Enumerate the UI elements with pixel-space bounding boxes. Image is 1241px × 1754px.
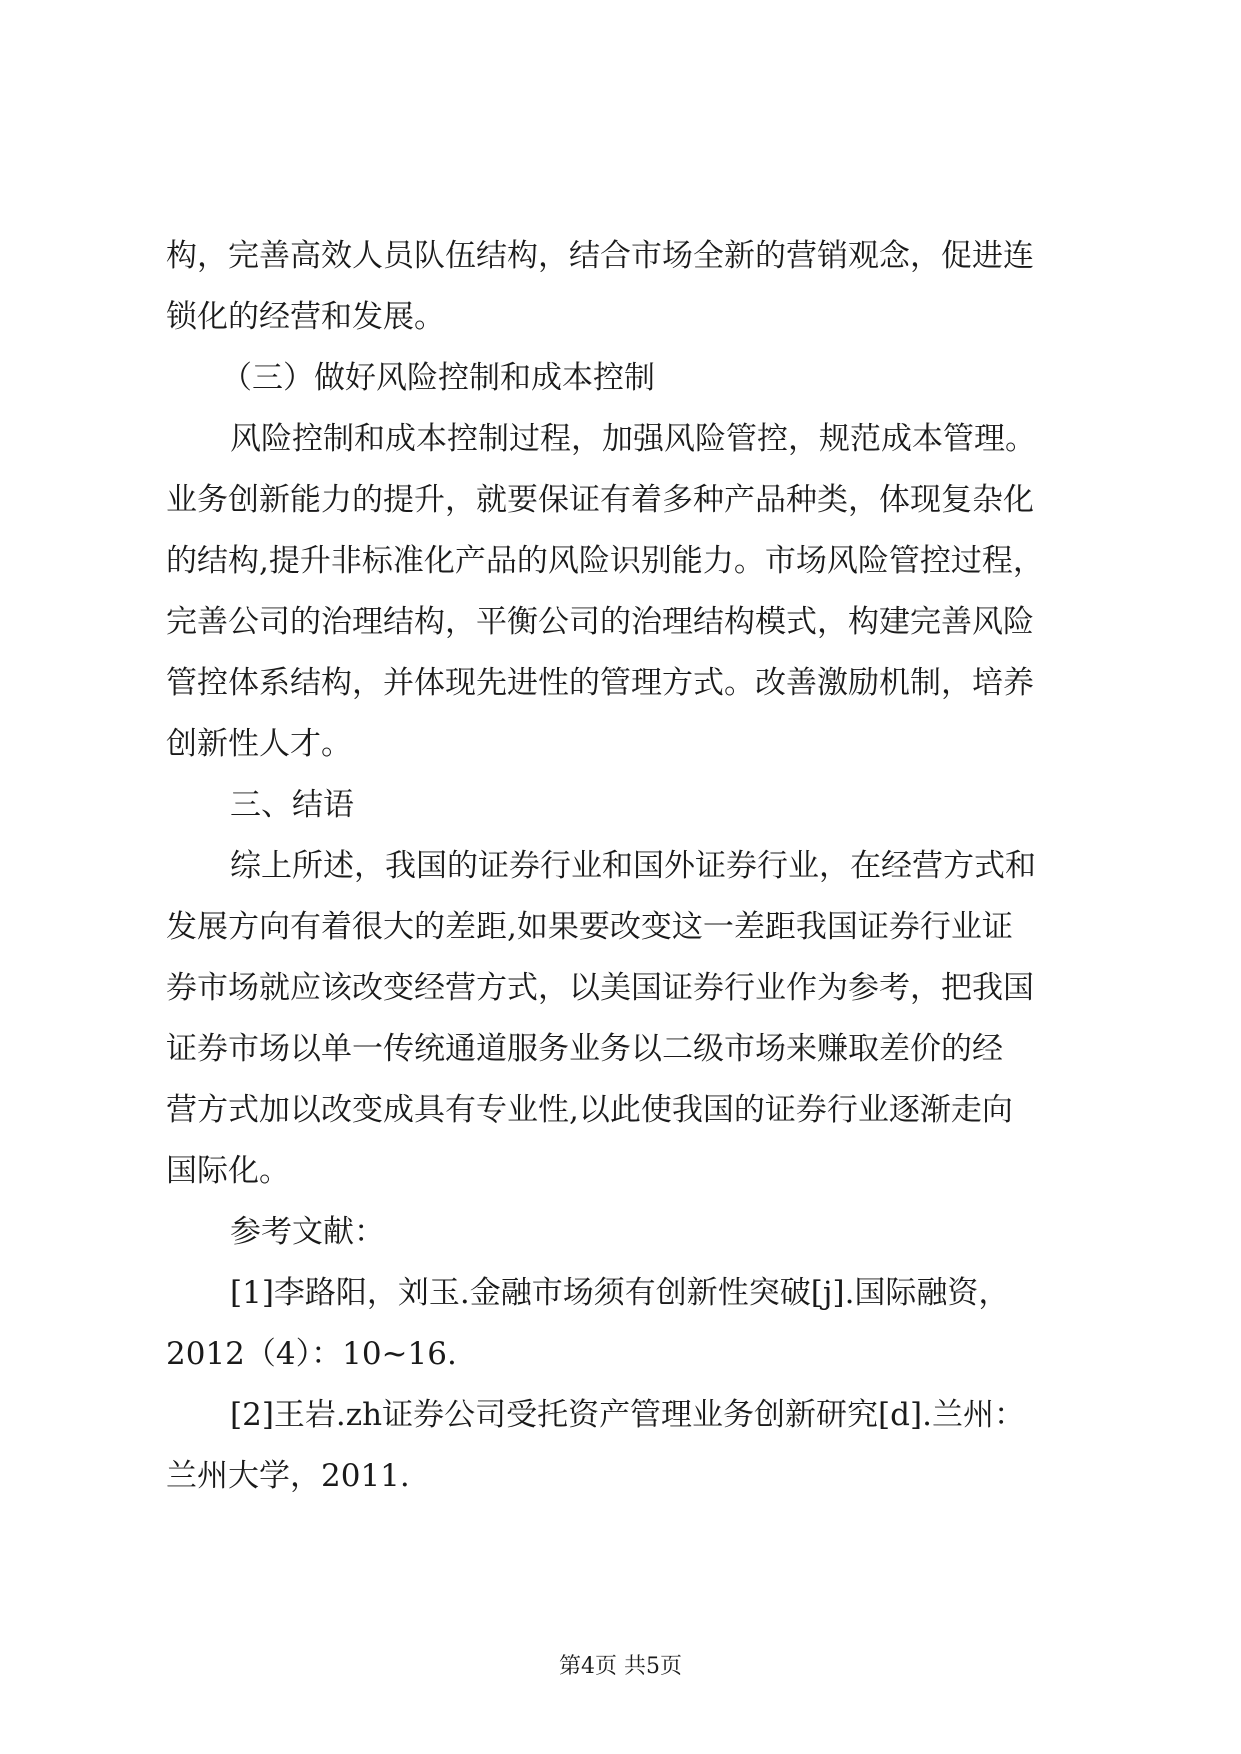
heading-text: （三）做好风险控制和成本控制: [221, 360, 655, 396]
text-line: 完善公司的治理结构，平衡公司的治理结构模式，构建完善风险: [166, 604, 1034, 640]
reference-item-1: [166, 1263, 1086, 1385]
page-footer: [0, 1652, 1241, 1682]
text-line: 发展方向有着很大的差距,如果要改变这一差距我国证券行业证: [166, 909, 1013, 945]
text-line: 2012（4）：10~16.: [166, 1336, 457, 1372]
text-line: 锁化的经营和发展。: [166, 299, 445, 335]
heading-text: 三、结语: [230, 787, 354, 823]
text-line: [1]李路阳，刘玉.金融市场须有创新性突破[j].国际融资，: [230, 1275, 1010, 1311]
reference-item-2: [166, 1385, 1086, 1507]
page-number-label: 第4页 共5页: [559, 1654, 682, 1679]
section-heading-risk-control: [166, 348, 1086, 409]
text-line: 营方式加以改变成具有专业性,以此使我国的证券行业逐渐走向: [166, 1092, 1013, 1128]
paragraph-risk-control: [166, 409, 1086, 775]
section-heading-conclusion: [166, 775, 1086, 836]
text-line: [2]王岩.zh证券公司受托资产管理业务创新研究[d].兰州：: [230, 1397, 1025, 1433]
text-line: 兰州大学，2011.: [166, 1458, 410, 1494]
paragraph-conclusion: [166, 836, 1086, 1202]
text-line: 构，完善高效人员队伍结构，结合市场全新的营销观念，促进连: [166, 238, 1034, 274]
text-line: 券市场就应该改变经营方式，以美国证券行业作为参考，把我国: [166, 970, 1034, 1006]
text-line: 创新性人才。: [166, 726, 352, 762]
heading-text: 参考文献：: [230, 1214, 385, 1250]
text-line: 业务创新能力的提升，就要保证有着多种产品种类，体现复杂化: [166, 482, 1034, 518]
paragraph-continuation: [166, 226, 1086, 348]
text-line: 的结构,提升非标准化产品的风险识别能力。市场风险管控过程，: [166, 543, 1044, 579]
text-line: 风险控制和成本控制过程，加强风险管控，规范成本管理。: [230, 421, 1036, 457]
text-line: 管控体系结构，并体现先进性的管理方式。改善激励机制，培养: [166, 665, 1034, 701]
document-body: [166, 226, 1086, 1507]
text-line: 综上所述，我国的证券行业和国外证券行业，在经营方式和: [230, 848, 1036, 884]
section-heading-references: [166, 1202, 1086, 1263]
text-line: 国际化。: [166, 1153, 290, 1189]
text-line: 证券市场以单一传统通道服务业务以二级市场来赚取差价的经: [166, 1031, 1003, 1067]
